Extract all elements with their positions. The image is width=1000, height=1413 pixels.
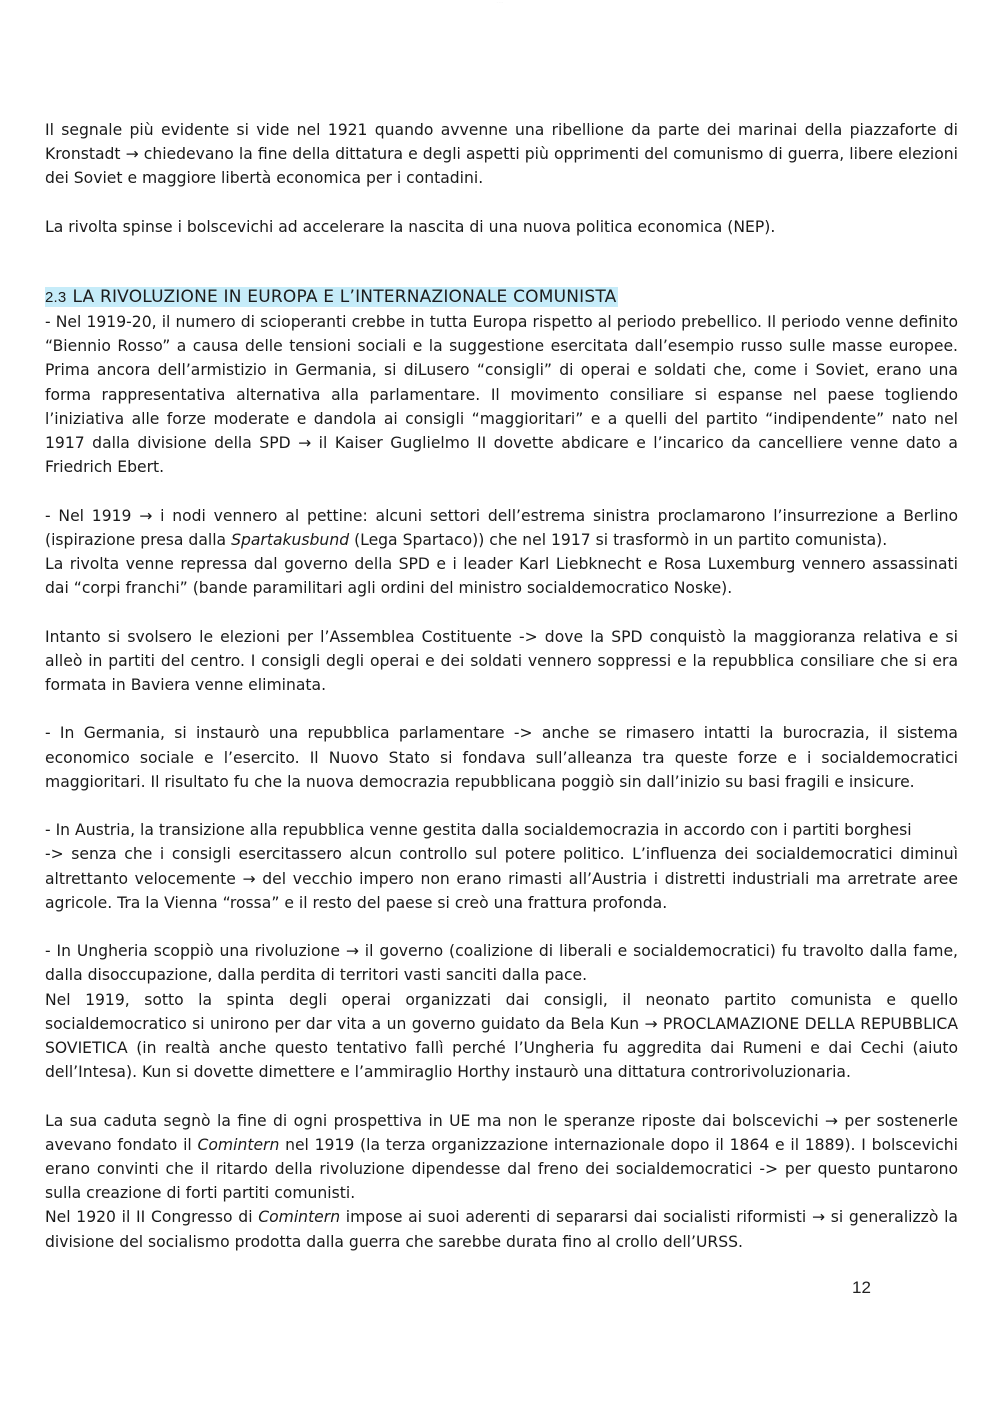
italic-term: Comintern: [258, 1208, 341, 1227]
paragraph-rivolta-repressa: La rivolta venne repressa dal governo della SPD e i leader Karl Liebknecht e Rosa Luxemburg vennero assassinati dai “corpi franchi” (bande paramilitari agli ordini del ministro socialdemocratico Noske).: [45, 555, 958, 598]
paragraph-austria: -> senza che i consigli esercitassero alcun controllo sul potere politico. L’influenza dei socialdemocratici diminuì altrettanto velocemente → del vecchio impero non erano rimasti all’Austria i distretti industriali ma arretrate aree agricole. Tra la Vienna “rossa” e il resto del paese si creò una frattura profonda.: [45, 845, 958, 912]
text-span: Nel 1920 il II Congresso di: [45, 1208, 259, 1227]
section-title: LA RIVOLUZIONE IN EUROPA E L’INTERNAZIONALE COMUNISTA: [72, 287, 617, 307]
paragraph-assemblea: Intanto si svolsero le elezioni per l’Assemblea Costituente -> dove la SPD conquistò la maggioranza relativa e si alleò in partiti del centro. I consigli degli operai e dei soldati vennero soppressi e la repubblica consiliare che si era formata in Baviera venne eliminata.: [45, 627, 958, 695]
paragraph-berlino: [45, 504, 958, 552]
paragraph-bela-kun: Nel 1919, sotto la spinta degli operai organizzati dai consigli, il neonato partito comunista e quello socialdemocratico si unirono per dar vita a un governo guidato da Bela Kun → PROCLAMAZIONE DELLA REPUBBLICA SOVIETICA (in realtà anche questo tentativo fallì perché l’Ungheria fu aggredita dai Rumeni e dai Cechi (aiuto dell’Intesa). Kun si dovette dimettere e l’ammiraglio Horthy instaurò una dittatura controrivoluzionaria.: [45, 990, 958, 1082]
text-span: La sua caduta segnò la fine di ogni prospettiva in UE ma non le speranze riposte dai bolscevichi → per sostenerle avevano fondato il: [45, 1111, 958, 1154]
page-number: 12: [852, 1278, 871, 1297]
header-mark: · · · ·: [496, 0, 504, 4]
section-number: 2.3: [45, 289, 67, 306]
document-body: [45, 118, 958, 1254]
section-heading-highlight: [45, 287, 618, 307]
text-span: (Lega Spartaco)) che nel 1917 si trasformò in un partito comunista).: [349, 530, 888, 549]
paragraph-kronstadt: Il segnale più evidente si vide nel 1921 quando avvenne una ribellione da parte dei marinai della piazzaforte di Kronstadt → chiedevano la fine della dittatura e degli aspetti più opprimenti del comunismo di guerra, libere elezioni dei Soviet e maggiore libertà economica per i contadini.: [45, 121, 958, 188]
paragraph-ii-congresso: [45, 1205, 958, 1253]
paragraph-ungheria: - In Ungheria scoppiò una rivoluzione → il governo (coalizione di liberali e socialdemocratici) fu travolto dalla fame, dalla disoccupazione, dalla perdita di territori vasti sanciti dalla pace.: [45, 942, 958, 985]
paragraph-comintern: [45, 1109, 958, 1206]
text-span: impose ai suoi aderenti di separarsi dai socialisti riformisti → si generalizzò la divisione del socialismo prodotta dalla guerra che sarebbe durata fino al crollo dell’URSS.: [45, 1208, 958, 1251]
italic-term: Spartakusbund: [231, 530, 350, 549]
text-span: - Nel 1919 → i nodi vennero al pettine: alcuni settori dell’estrema sinistra proclamarono l’insurrezione a Berlino (ispirazione presa dalla: [45, 506, 958, 549]
paragraph-biennio-rosso: - Nel 1919-20, il numero di scioperanti crebbe in tutta Europa rispetto al periodo prebellico. Il periodo venne definito “Biennio Rosso” a causa delle tensioni sociali e la suggestione esercitata dall’esempio russo sulle masse europee. Prima ancora dell’armistizio in Germania, si diLusero “consigli” di operai e soldati che, come i Soviet, erano una forma rappresentativa alternativa alla parlamentare. Il movimento consiliare si espanse nel paese togliendo l’iniziativa alle forze moderate e dandola ai consigli “maggioritari” e a quelli del partito “indipendente” nato nel 1917 dalla divisione della SPD → il Kaiser Guglielmo II dovette abdicare e l’incarico da cancelliere venne dato a Friedrich Ebert.: [45, 313, 958, 477]
paragraph-nep: La rivolta spinse i bolscevichi ad accelerare la nascita di una nuova politica economica (NEP).: [45, 217, 776, 236]
paragraph-germania: - In Germania, si instaurò una repubblica parlamentare -> anche se rimasero intatti la burocrazia, il sistema economico sociale e l’esercito. Il Nuovo Stato si fondava sull’alleanza tra queste forze e i socialdemocratici maggioritari. Il risultato fu che la nuova democrazia repubblicana poggiò sin dall’inizio su basi fragili e insicure.: [45, 724, 958, 791]
section-heading: [45, 285, 958, 310]
italic-term: Comintern: [197, 1135, 280, 1154]
paragraph-austria-line1: - In Austria, la transizione alla repubblica venne gestita dalla socialdemocrazia in accordo con i partiti borghesi: [45, 821, 912, 840]
text-span: nel 1919 (la terza organizzazione internazionale dopo il 1864 e il 1889). I bolscevichi erano convinti che il ritardo della rivoluzione dipendesse dal freno dei socialdemocratici -> per questo puntarono sulla creazione di forti partiti comunisti.: [45, 1135, 958, 1203]
